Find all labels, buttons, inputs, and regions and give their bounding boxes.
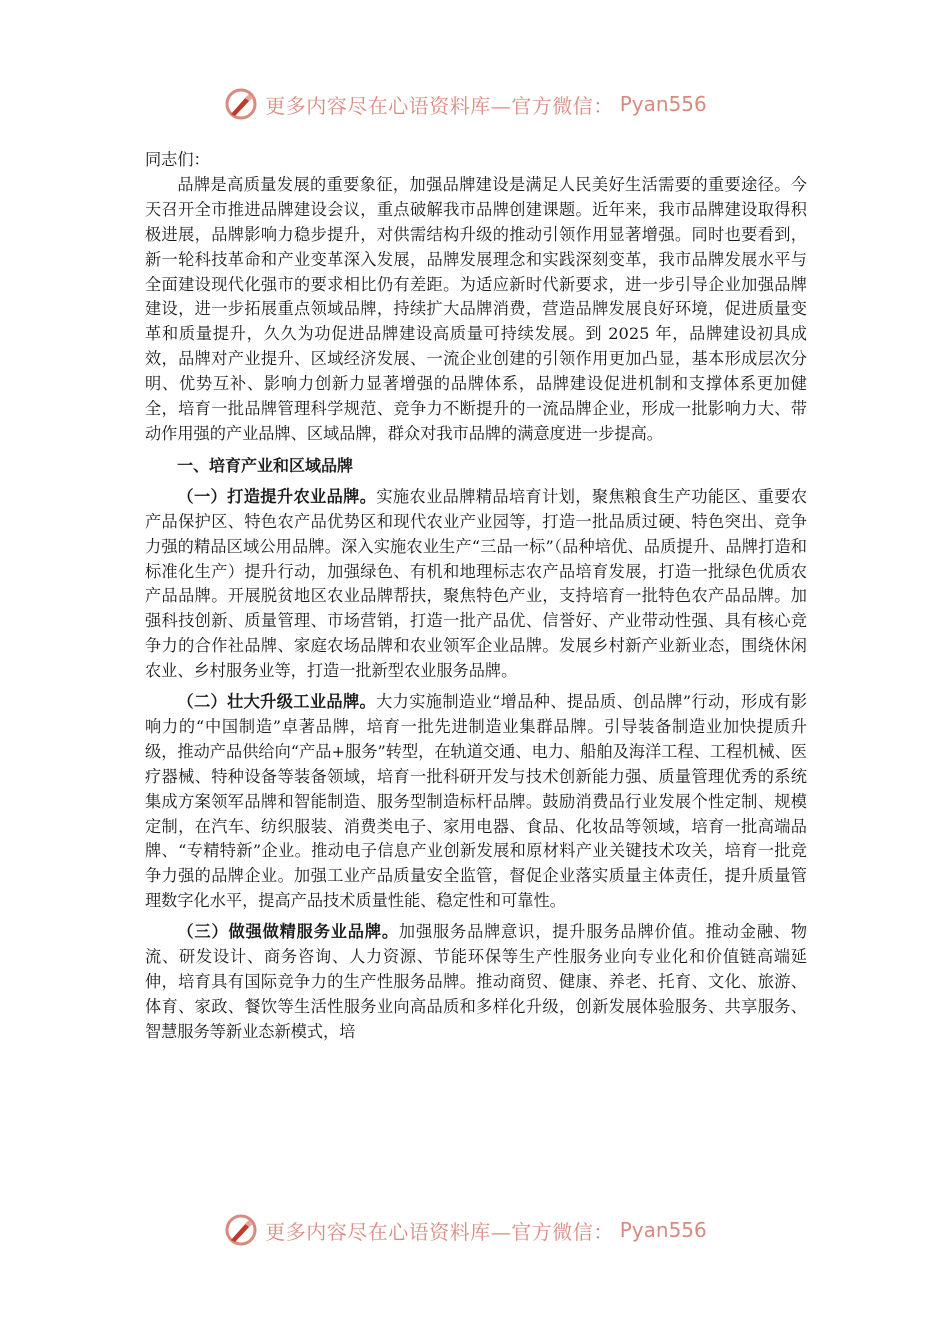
paragraph-industry-brand — [145, 690, 807, 914]
paragraph-service-brand — [145, 920, 807, 1045]
banner-text: 更多内容尽在心语资料库—官方微信： — [265, 1219, 614, 1244]
subsection-title: （三）做强做精服务业品牌。 — [177, 922, 399, 942]
banner-inner — [223, 86, 707, 122]
banner-wechat-id: Pyan556 — [619, 92, 707, 116]
pen-circle-logo-icon — [223, 86, 259, 122]
pen-circle-logo-icon — [223, 1212, 259, 1248]
subsection-title: （一）打造提升农业品牌。 — [177, 486, 377, 506]
subsection-body: 加强服务品牌意识，提升服务品牌价值。推动金融、物流、研发设计、商务咨询、人力资源、节能环保等生产性服务业向专业化和价值链高端延伸，培育具有国际竞争力的生产性服务品牌。推动商贸、健康、养老、托育、文化、旅游、体育、家政、餐饮等生活性服务业向高品质和多样化升级，创新发展体验服务、共享服务、智慧服务等新业态新模式，培 — [145, 922, 808, 1041]
greeting: 同志们： — [145, 150, 210, 169]
banner-wechat-id: Pyan556 — [619, 1218, 707, 1242]
header-banner — [0, 82, 950, 126]
intro-paragraph: 品牌是高质量发展的重要象征，加强品牌建设是满足人民美好生活需要的重要途径。今天召开全市推进品牌建设会议，重点破解我市品牌创建课题。近年来，我市品牌建设取得积极进展，品牌影响力稳步提升，对供需结构升级的推动引领作用显著增强。同时也要看到，新一轮科技革命和产业变革深入发展，品牌发展理念和实践深刻变革，我市品牌发展水平与全面建设现代化强市的要求相比仍有差距。为适应新时代新要求，进一步引导企业加强品牌建设，进一步拓展重点领域品牌，持续扩大品牌消费，营造品牌发展良好环境，促进质量变革和质量提升，久久为功促进品牌建设高质量可持续发展。到 2025 年，品牌建设初具成效，品牌对产业提升、区域经济发展、一流企业创建的引领作用更加凸显，基本形成层次分明、优势互补、影响力创新力显著增强的品牌体系，品牌建设促进机制和支撑体系更加健全，培育一批品牌管理科学规范、竞争力不断提升的一流品牌企业，形成一批影响力大、带动作用强的产业品牌、区域品牌，群众对我市品牌的满意度进一步提高。 — [145, 174, 807, 443]
document-body — [145, 148, 807, 1045]
subsection-body: 大力实施制造业“增品种、提品质、创品牌”行动，形成有影响力的“中国制造”卓著品牌，培育一批先进制造业集群品牌。引导装备制造业加快提质升级，推动产品供给向“产品+服务”转型，在轨道交通、电力、船舶及海洋工程、工程机械、医疗器械、特种设备等装备领域，培育一批科研开发与技术创新能力强、质量管理优秀的系统集成方案领军品牌和智能制造、服务型制造标杆品牌。鼓励消费品行业发展个性定制、规模定制，在汽车、纺织服装、消费类电子、家用电器、食品、化妆品等领域，培育一批高端品牌、“专精特新”企业。推动电子信息产业创新发展和原材料产业关键技术攻关，培育一批竞争力强的品牌企业。加强工业产品质量安全监管，督促企业落实质量主体责任，提升质量管理数字化水平，提高产品技术质量性能、稳定性和可靠性。 — [145, 692, 807, 911]
subsection-title: （二）壮大升级工业品牌。 — [177, 692, 377, 712]
section-heading: 一、培育产业和区域品牌 — [177, 455, 354, 475]
footer-banner — [0, 1208, 950, 1252]
subsection-body: 实施农业品牌精品培育计划，聚焦粮食生产功能区、重要农产品保护区、特色农产品优势区和现代农业产业园等，打造一批品质过硬、特色突出、竞争力强的精品区域公用品牌。深入实施农业生产“三品一标”（品种培优、品质提升、品牌打造和标准化生产）提升行动，加强绿色、有机和地理标志农产品培育发展，打造一批绿色优质农产品品牌。开展脱贫地区农业品牌帮扶，聚焦特色产业，支持培育一批特色农产品品牌。加强科技创新、质量管理、市场营销，打造一批产品优、信誉好、产业带动性强、具有核心竞争力的合作社品牌、家庭农场品牌和农业领军企业品牌。发展乡村新产业新业态，围绕休闲农业、乡村服务业等，打造一批新型农业服务品牌。 — [145, 486, 808, 681]
banner-text: 更多内容尽在心语资料库—官方微信： — [265, 93, 614, 118]
banner-inner — [223, 1212, 707, 1248]
paragraph-agriculture-brand — [145, 485, 807, 684]
